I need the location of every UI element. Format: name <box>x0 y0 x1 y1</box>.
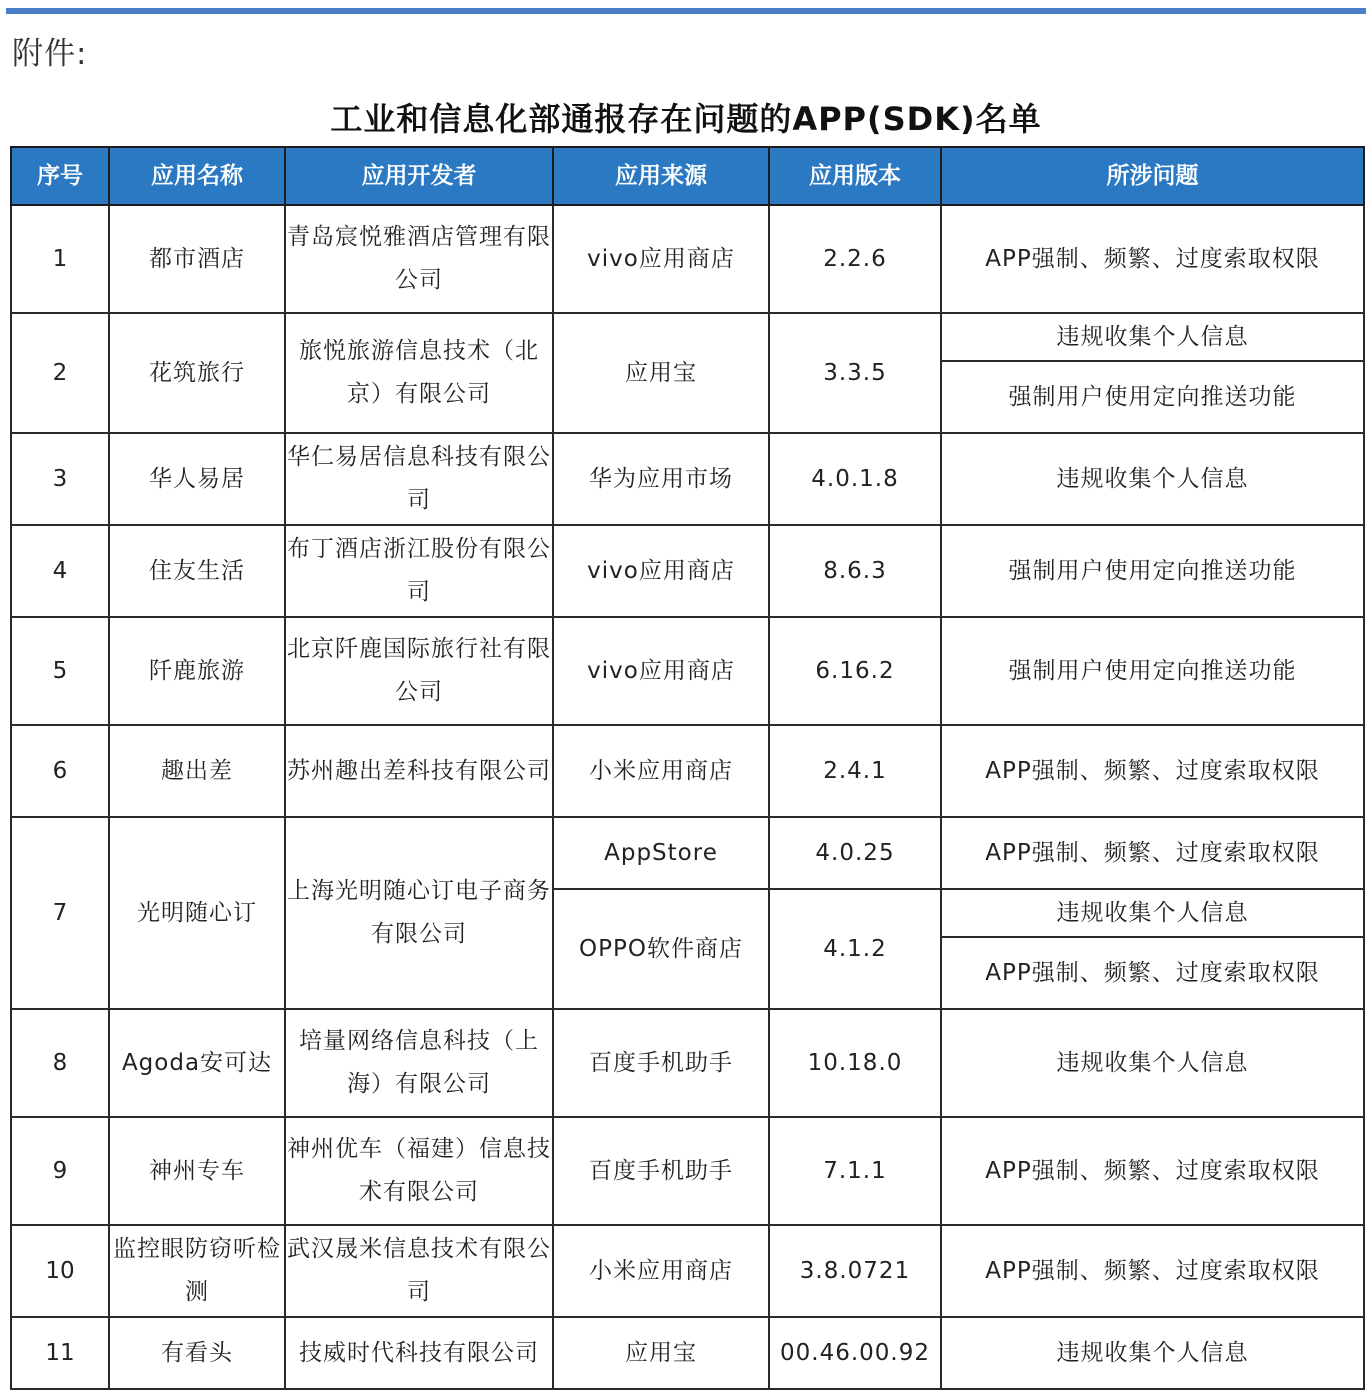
header-source: 应用来源 <box>553 147 769 205</box>
row-app-name: 光明随心订 <box>109 817 285 1009</box>
row-app-name: 华人易居 <box>109 433 285 525</box>
table-row <box>11 817 1364 889</box>
row-index: 2 <box>11 313 109 433</box>
row-developer: 上海光明随心订电子商务有限公司 <box>285 817 553 1009</box>
app-list-table <box>10 146 1365 1390</box>
row-source: 小米应用商店 <box>553 1225 769 1317</box>
row-developer: 华仁易居信息科技有限公司 <box>285 433 553 525</box>
attachment-label: 附件: <box>12 36 88 72</box>
row-app-name: 有看头 <box>109 1317 285 1389</box>
row-version: 6.16.2 <box>769 617 941 725</box>
row-source: OPPO软件商店 <box>553 889 769 1009</box>
row-issue: 强制用户使用定向推送功能 <box>941 525 1364 617</box>
row-version: 8.6.3 <box>769 525 941 617</box>
row-developer: 培量网络信息科技（上海）有限公司 <box>285 1009 553 1117</box>
header-issue: 所涉问题 <box>941 147 1364 205</box>
row-issue: APP强制、频繁、过度索取权限 <box>941 725 1364 817</box>
page-title: 工业和信息化部通报存在问题的APP(SDK)名单 <box>330 100 1042 138</box>
row-source: vivo应用商店 <box>553 617 769 725</box>
row-source: AppStore <box>553 817 769 889</box>
row-developer: 神州优车（福建）信息技术有限公司 <box>285 1117 553 1225</box>
row-app-name: Agoda安可达 <box>109 1009 285 1117</box>
row-issue: 强制用户使用定向推送功能 <box>941 617 1364 725</box>
table-row <box>11 617 1364 725</box>
row-index: 11 <box>11 1317 109 1389</box>
row-app-name: 阡鹿旅游 <box>109 617 285 725</box>
row-source: 小米应用商店 <box>553 725 769 817</box>
row-version: 2.2.6 <box>769 205 941 313</box>
table-row <box>11 725 1364 817</box>
row-index: 7 <box>11 817 109 1009</box>
row-index: 5 <box>11 617 109 725</box>
table-row <box>11 1117 1364 1225</box>
row-issue: APP强制、频繁、过度索取权限 <box>941 937 1364 1009</box>
header-developer: 应用开发者 <box>285 147 553 205</box>
header-index: 序号 <box>11 147 109 205</box>
table-row <box>11 205 1364 313</box>
row-source: 应用宝 <box>553 1317 769 1389</box>
table-row <box>11 1317 1364 1389</box>
row-developer: 武汉晟米信息技术有限公司 <box>285 1225 553 1317</box>
row-issue: APP强制、频繁、过度索取权限 <box>941 1225 1364 1317</box>
row-index: 10 <box>11 1225 109 1317</box>
table-row <box>11 313 1364 361</box>
table-row <box>11 525 1364 617</box>
table-header-row <box>11 147 1364 205</box>
row-app-name: 住友生活 <box>109 525 285 617</box>
row-issue: APP强制、频繁、过度索取权限 <box>941 1117 1364 1225</box>
row-source: 百度手机助手 <box>553 1009 769 1117</box>
row-issue: 违规收集个人信息 <box>941 1317 1364 1389</box>
row-index: 1 <box>11 205 109 313</box>
top-rule <box>6 8 1366 14</box>
row-developer: 技威时代科技有限公司 <box>285 1317 553 1389</box>
row-issue: 强制用户使用定向推送功能 <box>941 361 1364 433</box>
row-app-name: 都市酒店 <box>109 205 285 313</box>
row-source: vivo应用商店 <box>553 525 769 617</box>
row-version: 2.4.1 <box>769 725 941 817</box>
row-source: 华为应用市场 <box>553 433 769 525</box>
row-developer: 苏州趣出差科技有限公司 <box>285 725 553 817</box>
row-version: 7.1.1 <box>769 1117 941 1225</box>
row-index: 9 <box>11 1117 109 1225</box>
header-version: 应用版本 <box>769 147 941 205</box>
row-source: 应用宝 <box>553 313 769 433</box>
row-index: 8 <box>11 1009 109 1117</box>
table-row <box>11 1225 1364 1317</box>
row-app-name: 趣出差 <box>109 725 285 817</box>
table-row <box>11 1009 1364 1117</box>
row-developer: 青岛宸悦雅酒店管理有限公司 <box>285 205 553 313</box>
row-version: 3.3.5 <box>769 313 941 433</box>
row-index: 3 <box>11 433 109 525</box>
row-issue: APP强制、频繁、过度索取权限 <box>941 817 1364 889</box>
row-issue: 违规收集个人信息 <box>941 313 1364 361</box>
row-issue: 违规收集个人信息 <box>941 889 1364 937</box>
header-app-name: 应用名称 <box>109 147 285 205</box>
row-source: 百度手机助手 <box>553 1117 769 1225</box>
row-app-name: 神州专车 <box>109 1117 285 1225</box>
row-version: 4.0.25 <box>769 817 941 889</box>
row-index: 4 <box>11 525 109 617</box>
row-app-name: 花筑旅行 <box>109 313 285 433</box>
row-issue: 违规收集个人信息 <box>941 433 1364 525</box>
table-row <box>11 433 1364 525</box>
row-issue: 违规收集个人信息 <box>941 1009 1364 1117</box>
row-developer: 布丁酒店浙江股份有限公司 <box>285 525 553 617</box>
row-developer: 旅悦旅游信息技术（北京）有限公司 <box>285 313 553 433</box>
row-version: 4.0.1.8 <box>769 433 941 525</box>
row-version: 4.1.2 <box>769 889 941 1009</box>
row-index: 6 <box>11 725 109 817</box>
row-app-name: 监控眼防窃听检测 <box>109 1225 285 1317</box>
row-version: 10.18.0 <box>769 1009 941 1117</box>
row-issue: APP强制、频繁、过度索取权限 <box>941 205 1364 313</box>
row-source: vivo应用商店 <box>553 205 769 313</box>
row-developer: 北京阡鹿国际旅行社有限公司 <box>285 617 553 725</box>
row-version: 3.8.0721 <box>769 1225 941 1317</box>
row-version: 00.46.00.92 <box>769 1317 941 1389</box>
